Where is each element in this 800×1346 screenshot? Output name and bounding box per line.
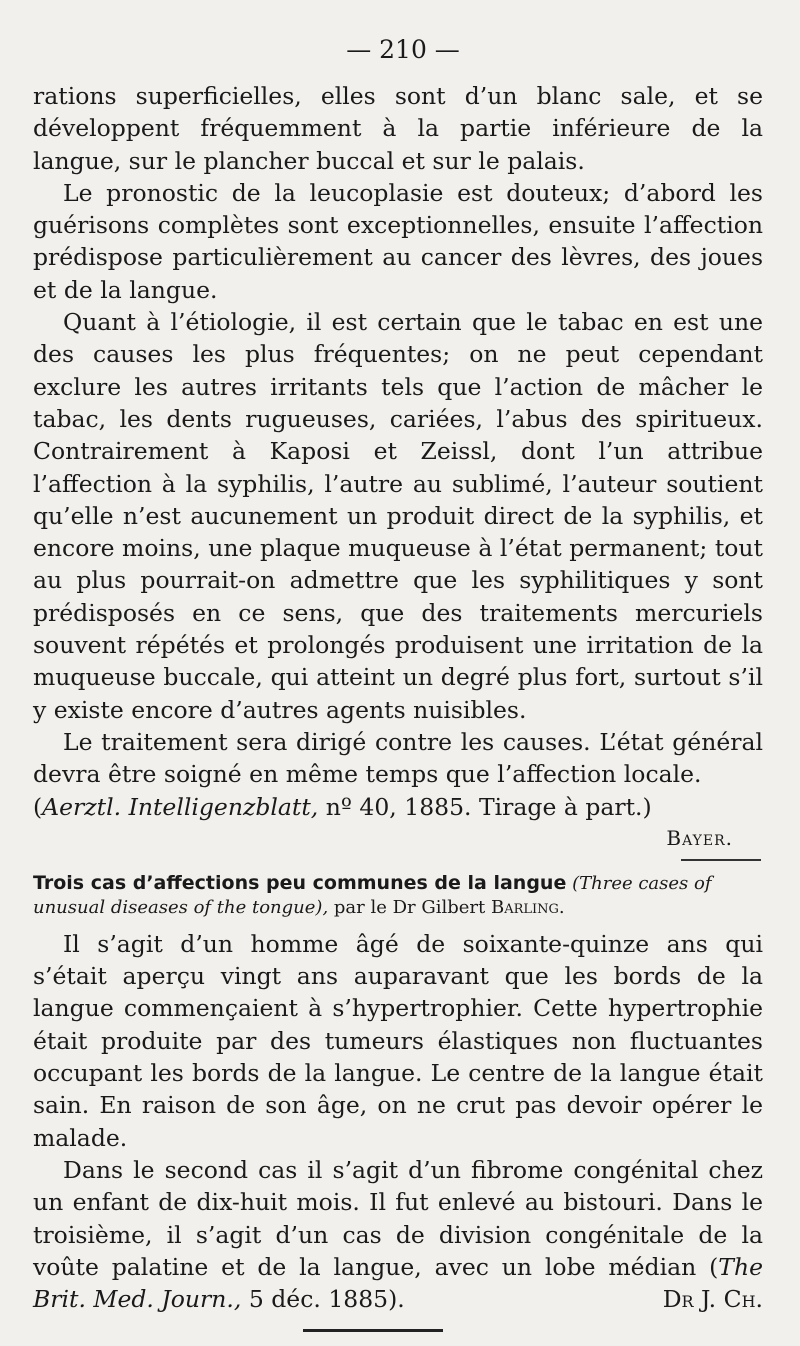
article-byline: par le Dr Gilbert [328, 896, 491, 918]
citation-journal: The Brit. Med. Journ., [33, 1252, 763, 1314]
paragraph: Il s’agit d’un homme âgé de soixante-quinze ans qui s’était aperçu vingt ans auparavant que les bords de la langue commençaient à s’hypertrophier. Cette hypertrophie était produite par des tumeurs élastiques non fluctuantes occupant les bords de la langue. Le centre de la langue était sain. En raison de son âge, on ne crut pas devoir opérer le malade. [33, 929, 763, 1152]
paragraph: rations superficielles, elles sont d’un blanc sale, et se développent fréquemment à la partie inférieure de la langue, sur le plancher buccal et sur le palais. [33, 82, 763, 175]
page-number: — 210 — [346, 35, 460, 64]
author-signature: Bayer. [666, 825, 733, 850]
citation-rest: nº 40, 1885. Tirage à part.) [318, 792, 652, 821]
citation-date: 5 déc. 1885). [241, 1285, 405, 1314]
paragraph: Le traitement sera dirigé contre les causes. L’état général devra être soigné en même temps que l’affection locale. [33, 727, 763, 789]
author-signature: Dr J. Ch. [662, 1285, 763, 1314]
article-author: Barling. [491, 896, 565, 918]
end-rule [303, 1329, 443, 1332]
article-heading [33, 871, 763, 920]
citation [33, 791, 763, 823]
article-english-title: (Three cases of unusual diseases of the tongue), [33, 872, 712, 918]
paragraph-text: Dans le second cas il s’agit d’un fibrome congénital chez un enfant de dix-huit mois. Il fut enlevé au bistouri. Dans le troisième, il s’agit d’un cas de division congénitale de la voûte palatine et de la langue, avec un lobe médian ( [33, 1155, 763, 1281]
citation-open: ( [33, 792, 43, 821]
divider [681, 859, 761, 861]
paragraph: Quant à l’étiologie, il est certain que le tabac en est une des causes les plus fréquentes; on ne peut cependant exclure les autres irritants tels que l’action de mâcher le tabac, les dents rugueuses, cariées, l’abus des spiritueux. Contrairement à Kaposi et Zeissl, dont l’un attribue l’affection à la syphilis, l’autre au sublimé, l’auteur soutient qu’elle n’est aucunement un produit direct de la syphilis, et encore moins, une plaque muqueuse à l’état permanent; tout au plus pourrait-on admettre que les syphilitiques y sont prédisposés en ce sens, que des traitements mercuriels souvent répétés et prolongés produisent une irritation de la muqueuse buccale, qui atteint un degré plus fort, surtout s’il y existe encore d’autres agents nuisibles. [33, 308, 763, 724]
citation-journal: Aerztl. Intelligenzblatt, [42, 792, 319, 821]
paragraph [33, 1154, 763, 1315]
paragraph: Le pronostic de la leucoplasie est douteux; d’abord les guérisons complètes sont exceptionnelles, ensuite l’affection prédispose particulièrement au cancer des lèvres, des joues et de la langue. [33, 178, 763, 304]
document-page [33, 30, 763, 1332]
article-title: Trois cas d’affections peu communes de la langue [33, 871, 567, 894]
